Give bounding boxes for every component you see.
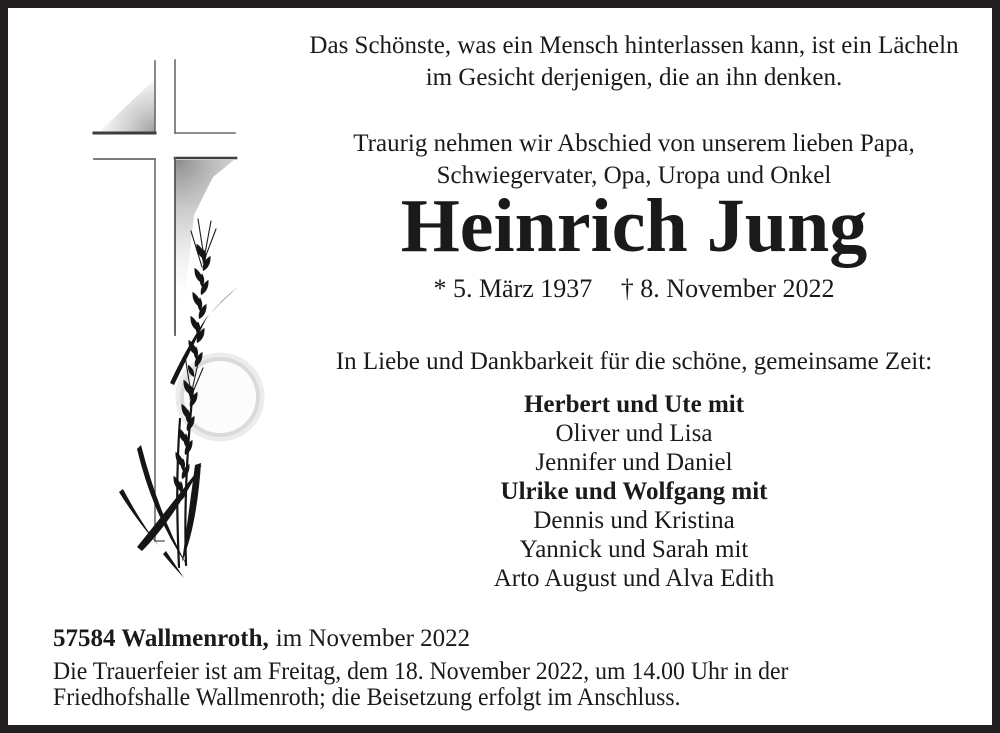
life-dates [296,274,972,304]
place-and-date [53,624,983,654]
birth-date: * 5. März 1937 [433,274,593,303]
obituary-text-column [296,30,972,593]
family-line: Dennis und Kristina [533,507,735,534]
quote-line-1: Das Schönste, was ein Mensch hinterlassen kann, ist ein Lächeln [309,32,959,59]
ceremony-line-2: Friedhofshalle Wallmenroth; die Beisetzung erfolgt im Anschluss. [53,684,681,711]
family-list [296,390,972,593]
family-line: Ulrike und Wolfgang mit [500,478,768,505]
memorial-cross-icon [94,60,236,541]
deceased-name: Heinrich Jung [400,184,868,268]
family-line: Oliver und Lisa [555,420,713,447]
funeral-details [53,624,983,711]
ceremony-line-1: Die Trauerfeier ist am Freitag, dem 18. November 2022, um 14.00 Uhr in der [53,658,789,685]
death-date: † 8. November 2022 [620,274,835,303]
family-line: Herbert und Ute mit [523,391,745,418]
family-line: Jennifer und Daniel [535,449,733,476]
cross-shading [98,79,234,341]
place: 57584 Wallmenroth, [53,625,269,652]
family-line: Arto August und Alva Edith [493,565,775,592]
farewell-intro [296,128,972,192]
gratitude-line: In Liebe und Dankbarkeit für die schöne, gemeinsame Zeit: [335,348,933,375]
intro-line-1: Traurig nehmen wir Abschied von unserem lieben Papa, [353,130,915,157]
quote [296,30,972,94]
ceremony-info [53,659,937,711]
intro-line-2: Schwiegervater, Opa, Uropa und Onkel [436,162,832,189]
cross-with-wheat-icon [58,53,278,578]
family-line: Yannick und Sarah mit [519,536,749,563]
quote-line-2: im Gesicht derjenigen, die an ihn denken. [425,64,843,91]
date-note: im November 2022 [275,625,471,652]
